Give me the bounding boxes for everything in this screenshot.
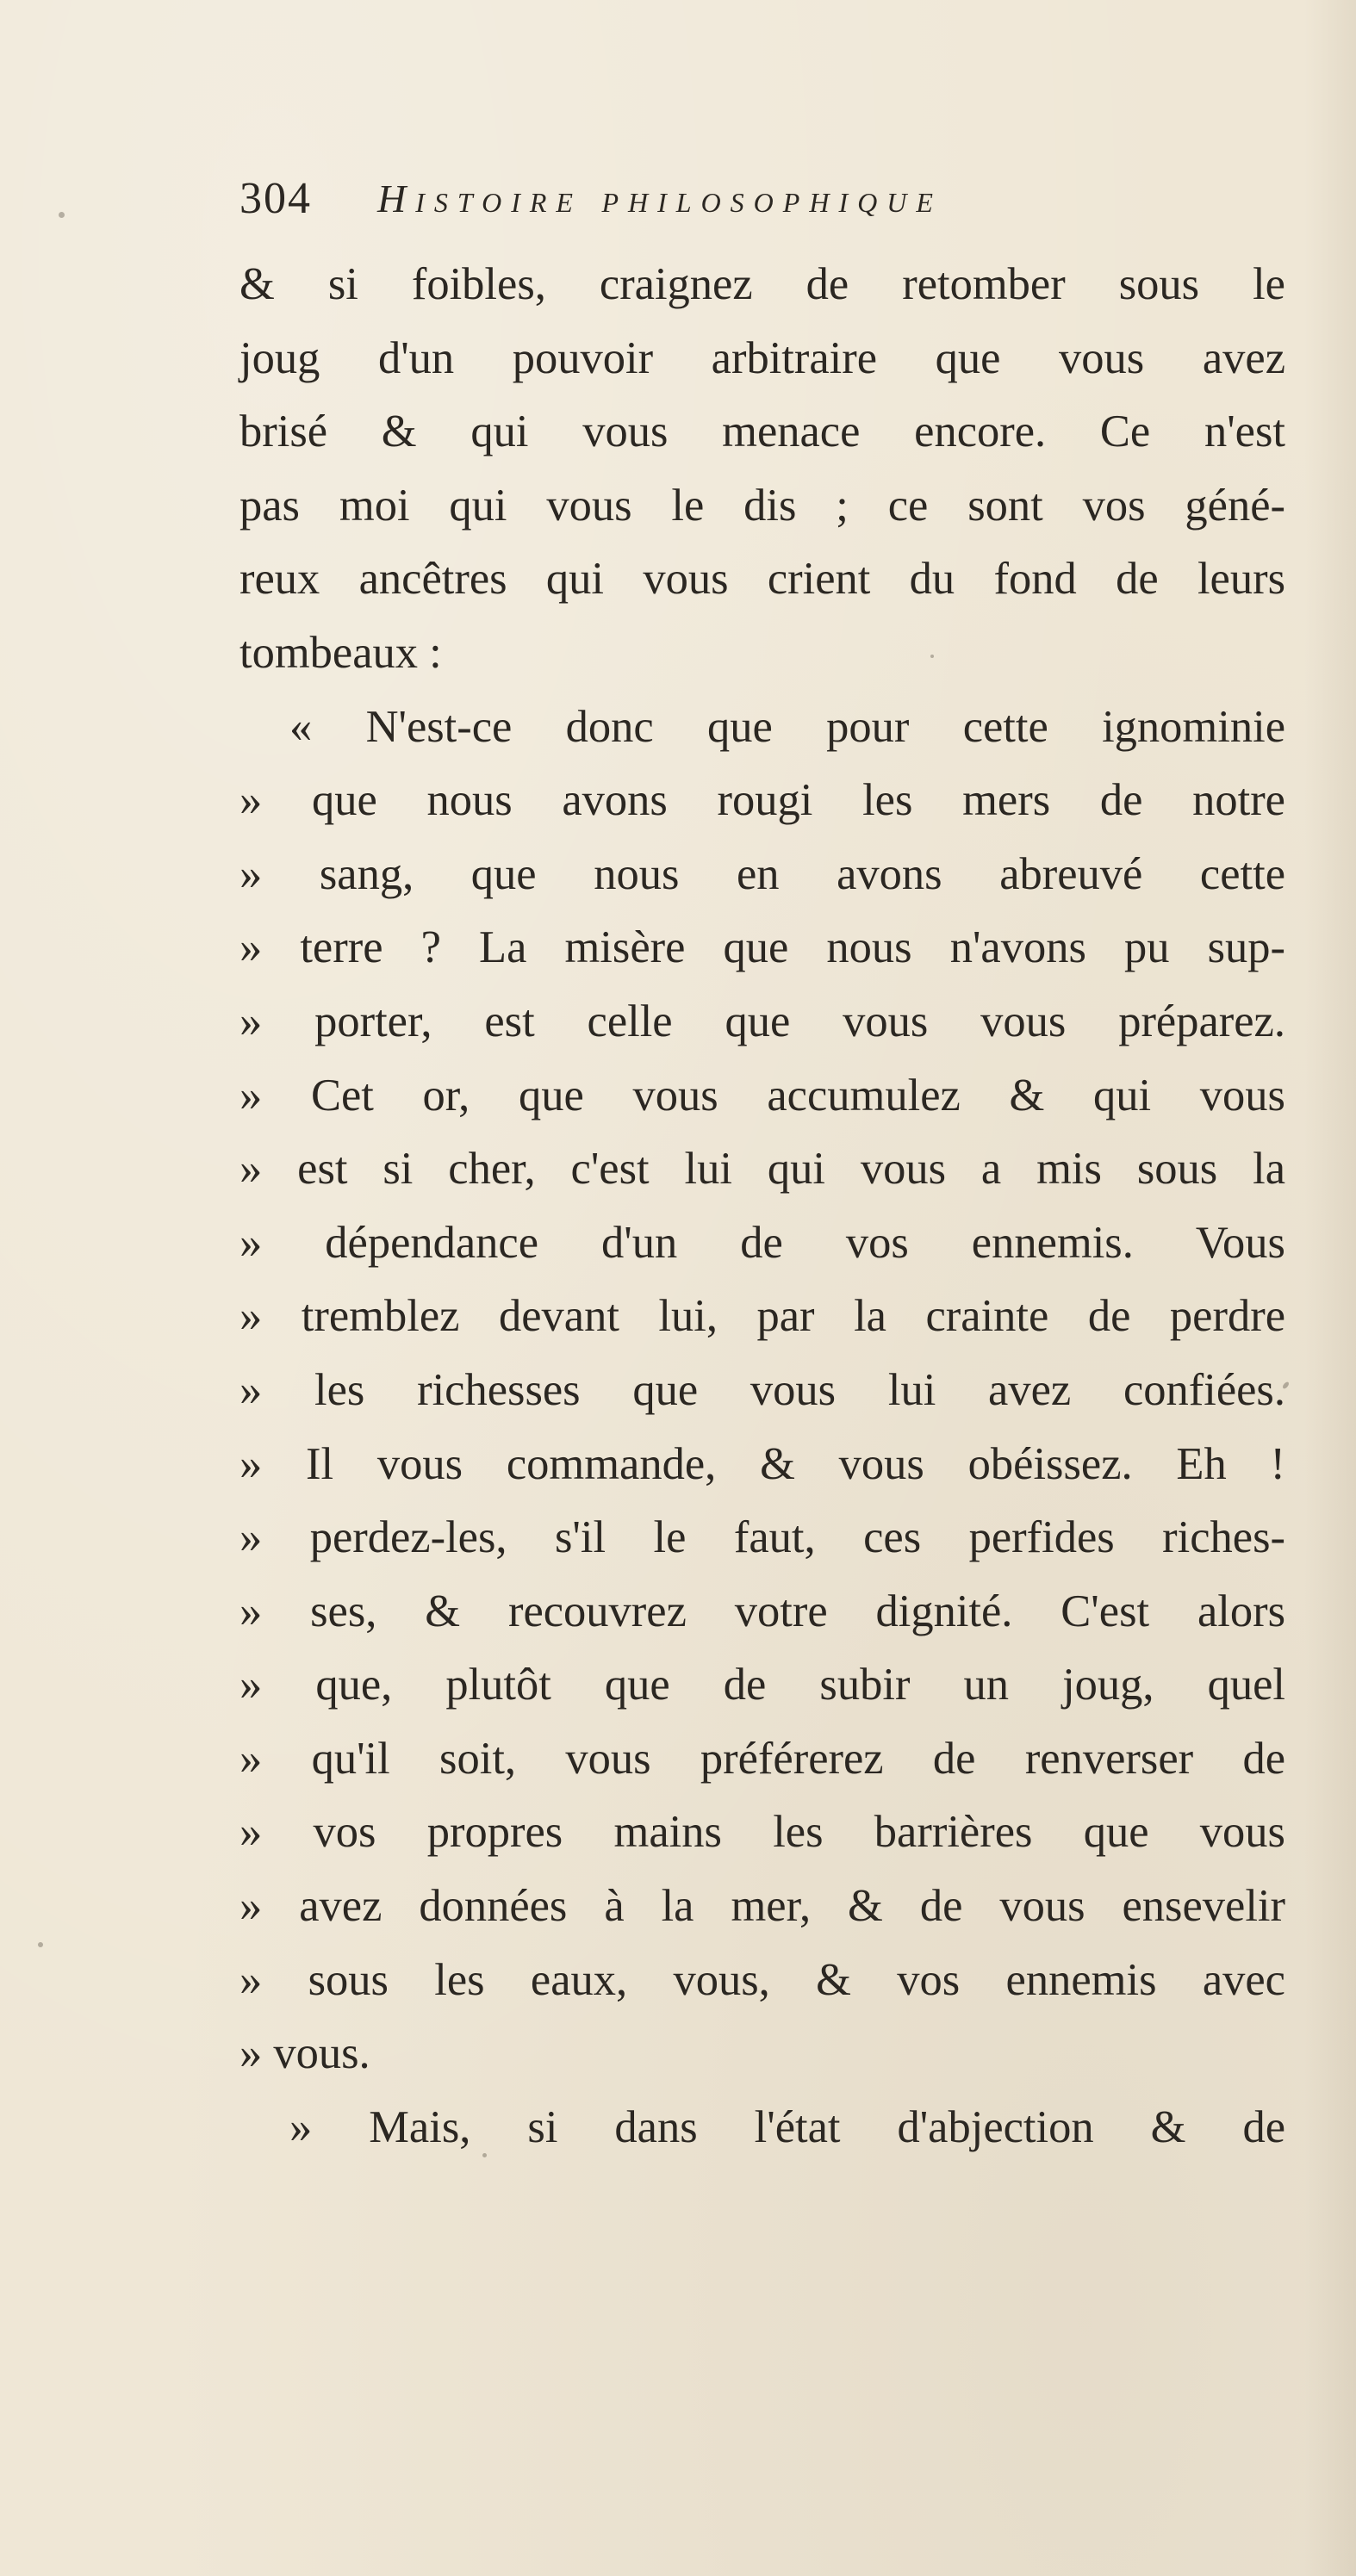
text-line: » perdez-les, s'il le faut, ces perfides riches- xyxy=(239,1512,1285,1563)
page-header xyxy=(239,169,1287,229)
text-line: » les richesses que vous lui avez confiées. xyxy=(239,1364,1285,1415)
text-line: » vos propres mains les barrières que vous xyxy=(239,1807,1285,1858)
text-line: brisé & qui vous menace encore. Ce n'est xyxy=(239,407,1285,457)
text-line: » avez données à la mer, & de vous ensevelir xyxy=(239,1881,1285,1932)
text-line: » vous. xyxy=(239,2028,370,2079)
running-head: Histoire philosophique xyxy=(377,177,942,220)
text-line: » que nous avons rougi les mers de notre xyxy=(239,775,1285,826)
text-line: » sous les eaux, vous, & vos ennemis avec xyxy=(239,1954,1285,2005)
text-line: » dépendance d'un de vos ennemis. Vous xyxy=(239,1217,1285,1268)
text-line: » est si cher, c'est lui qui vous a mis sous la xyxy=(239,1144,1285,1195)
body-text xyxy=(239,248,1285,2164)
text-line: » qu'il soit, vous préférerez de renverser de xyxy=(239,1733,1285,1784)
text-line: » ses, & recouvrez votre dignité. C'est alors xyxy=(239,1586,1285,1636)
text-line: » tremblez devant lui, par la crainte de perdre xyxy=(239,1291,1285,1342)
text-line: pas moi qui vous le dis ; ce sont vos géné- xyxy=(239,480,1285,531)
text-line: » terre ? La misère que nous n'avons pu sup- xyxy=(239,922,1285,973)
text-line: tombeaux : xyxy=(239,627,442,678)
text-line: « N'est-ce donc que pour cette ignominie xyxy=(289,701,1285,752)
text-line: » sang, que nous en avons abreuvé cette xyxy=(239,848,1285,899)
text-line: » Mais, si dans l'état d'abjection & de xyxy=(289,2101,1285,2152)
text-line: » Cet or, que vous accumulez & qui vous xyxy=(239,1070,1285,1120)
text-line: » porter, est celle que vous vous préparez. xyxy=(239,996,1285,1046)
text-line: » Il vous commande, & vous obéissez. Eh ! xyxy=(239,1438,1285,1489)
text-line: » que, plutôt que de subir un joug, quel xyxy=(239,1660,1285,1710)
text-line: & si foibles, craignez de retomber sous le xyxy=(239,259,1285,309)
page-number: 304 xyxy=(239,174,312,223)
text-line: reux ancêtres qui vous crient du fond de leurs xyxy=(239,554,1285,605)
text-line: joug d'un pouvoir arbitraire que vous avez xyxy=(239,332,1285,383)
